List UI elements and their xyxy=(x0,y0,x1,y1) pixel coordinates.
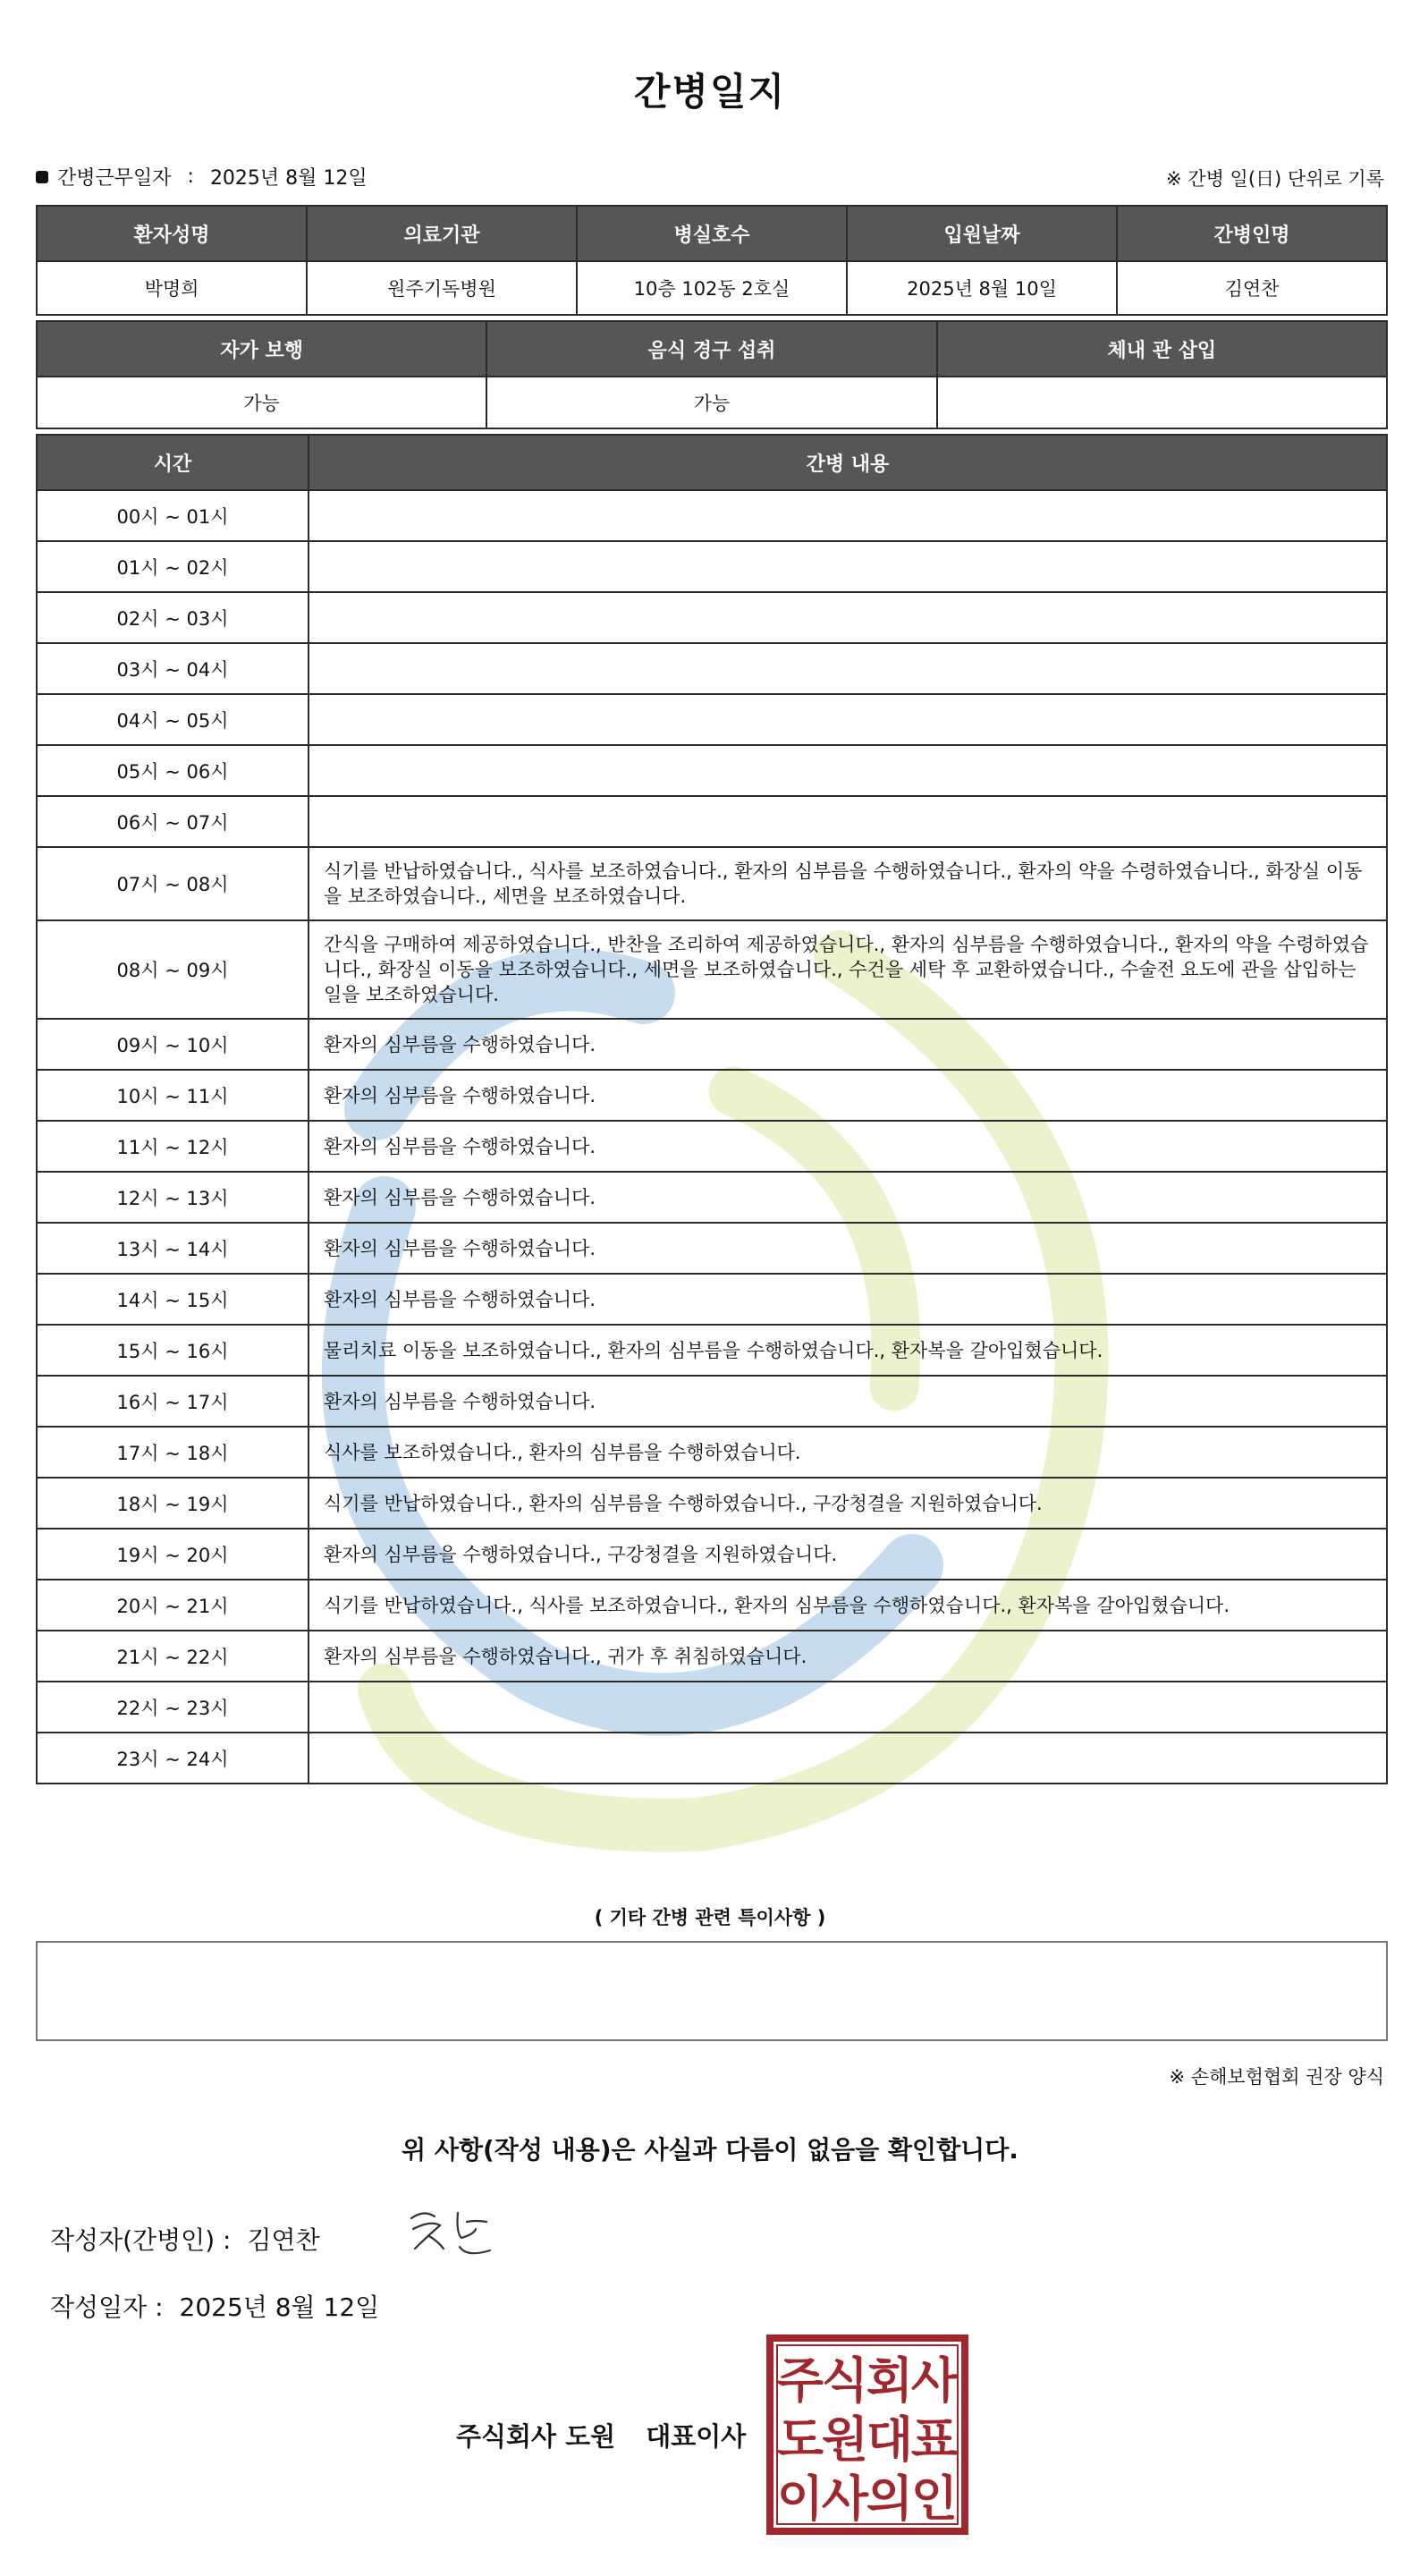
time-slot: 04시 ~ 05시 xyxy=(37,694,309,745)
company-name: 주식회사 도원 xyxy=(456,2421,616,2452)
write-date-value: 2025년 8월 12일 xyxy=(179,2292,380,2322)
seal-character: 원 xyxy=(821,2411,869,2468)
care-log-row xyxy=(37,1478,1387,1529)
care-log-row xyxy=(37,1427,1387,1478)
time-slot: 11시 ~ 12시 xyxy=(37,1121,309,1172)
time-slot: 00시 ~ 01시 xyxy=(37,490,309,541)
unit-note: ※ 간병 일(日) 단위로 기록 xyxy=(1166,168,1384,190)
care-content: 환자의 심부름을 수행하였습니다. xyxy=(309,1274,1387,1325)
care-content xyxy=(309,490,1387,541)
time-slot: 03시 ~ 04시 xyxy=(37,643,309,694)
header-patient-name: 환자성명 xyxy=(37,206,307,261)
care-log-row xyxy=(37,745,1387,796)
care-content: 환자의 심부름을 수행하였습니다. xyxy=(309,1070,1387,1121)
seal-character: 사 xyxy=(821,2470,869,2527)
time-slot: 13시 ~ 14시 xyxy=(37,1223,309,1274)
care-log-row xyxy=(37,847,1387,920)
header-caregiver-name: 간병인명 xyxy=(1117,206,1387,261)
admission-date: 2025년 8월 10일 xyxy=(847,261,1117,315)
care-log-row xyxy=(37,1172,1387,1223)
care-log-row xyxy=(37,1376,1387,1427)
time-slot: 09시 ~ 10시 xyxy=(37,1019,309,1070)
header-oral-intake: 음식 경구 섭취 xyxy=(486,321,936,377)
care-content: 환자의 심부름을 수행하였습니다., 귀가 후 취침하였습니다. xyxy=(309,1631,1387,1682)
care-log-row xyxy=(37,1682,1387,1733)
header-admission-date: 입원날짜 xyxy=(847,206,1117,261)
care-log-row xyxy=(37,1223,1387,1274)
header-time: 시간 xyxy=(37,435,309,490)
care-content: 환자의 심부름을 수행하였습니다. xyxy=(309,1223,1387,1274)
time-slot: 22시 ~ 23시 xyxy=(37,1682,309,1733)
care-content xyxy=(309,1733,1387,1784)
write-date-label: 작성일자 : xyxy=(50,2292,164,2322)
time-slot: 14시 ~ 15시 xyxy=(37,1274,309,1325)
work-date-separator: : xyxy=(187,165,194,188)
time-slot: 06시 ~ 07시 xyxy=(37,796,309,847)
tube-insertion-value xyxy=(937,377,1387,428)
seal-character: 인 xyxy=(910,2470,959,2527)
care-content xyxy=(309,1682,1387,1733)
seal-character: 표 xyxy=(910,2411,959,2468)
patient-info-table xyxy=(36,205,1388,316)
handwritten-signature xyxy=(404,2202,511,2265)
header-self-walking: 자가 보행 xyxy=(37,321,486,377)
care-content xyxy=(309,592,1387,643)
care-log-row xyxy=(37,1121,1387,1172)
care-log-rows xyxy=(37,490,1387,1784)
time-slot: 23시 ~ 24시 xyxy=(37,1733,309,1784)
care-log-row xyxy=(37,1631,1387,1682)
care-content xyxy=(309,745,1387,796)
room-number: 10층 102동 2호실 xyxy=(577,261,847,315)
time-slot: 20시 ~ 21시 xyxy=(37,1580,309,1631)
notes-title: ( 기타 간병 관련 특이사항 ) xyxy=(594,1907,826,1928)
document-title: 간병일지 xyxy=(633,70,787,114)
care-log-row xyxy=(37,1733,1387,1784)
care-content xyxy=(309,694,1387,745)
seal-character: 회 xyxy=(866,2352,914,2409)
care-log-row xyxy=(37,541,1387,592)
company-title: 대표이사 xyxy=(646,2421,747,2452)
care-log-row xyxy=(37,1019,1387,1070)
care-content xyxy=(309,643,1387,694)
work-date-line xyxy=(36,163,368,191)
care-log-row xyxy=(37,643,1387,694)
patient-name: 박명희 xyxy=(37,261,307,315)
care-content: 환자의 심부름을 수행하였습니다. xyxy=(309,1121,1387,1172)
writer-name: 김연찬 xyxy=(247,2225,320,2255)
self-walking-value: 가능 xyxy=(37,377,486,428)
care-log-row xyxy=(37,1529,1387,1580)
care-log-row xyxy=(37,796,1387,847)
header-tube-insertion: 체내 관 삽입 xyxy=(937,321,1387,377)
care-content xyxy=(309,796,1387,847)
care-log-row xyxy=(37,1070,1387,1121)
hospital-name: 원주기독병원 xyxy=(307,261,577,315)
care-content xyxy=(309,541,1387,592)
seal-character: 의 xyxy=(866,2470,914,2527)
time-slot: 18시 ~ 19시 xyxy=(37,1478,309,1529)
care-content: 환자의 심부름을 수행하였습니다. xyxy=(309,1376,1387,1427)
header-care-content: 간병 내용 xyxy=(309,435,1387,490)
care-content: 물리치료 이동을 보조하였습니다., 환자의 심부름을 수행하였습니다., 환자복을 갈아입혔습니다. xyxy=(309,1325,1387,1376)
writer-line xyxy=(50,2221,320,2257)
seal-character: 식 xyxy=(821,2352,869,2409)
care-content: 간식을 구매하여 제공하였습니다., 반찬을 조리하여 제공하였습니다., 환자의 심부름을 수행하였습니다., 환자의 약을 수령하였습니다., 화장실 이동을 보조하였습니다., 세면을 보조하였습니다., 수건을 세탁 후 교환하였습니다., 수술전 요도에 관을 삽입하는 일을 보조하였습니다. xyxy=(309,920,1387,1019)
confirmation-statement: 위 사항(작성 내용)은 사실과 다름이 없음을 확인합니다. xyxy=(401,2135,1019,2165)
care-content: 환자의 심부름을 수행하였습니다., 구강청결을 지원하였습니다. xyxy=(309,1529,1387,1580)
seal-character: 이 xyxy=(776,2470,824,2527)
care-log-table xyxy=(36,434,1388,1784)
time-slot: 08시 ~ 09시 xyxy=(37,920,309,1019)
time-slot: 15시 ~ 16시 xyxy=(37,1325,309,1376)
company-seal-stamp xyxy=(765,2333,970,2537)
header-hospital: 의료기관 xyxy=(307,206,577,261)
seal-character: 대 xyxy=(866,2411,914,2468)
seal-character: 사 xyxy=(910,2352,959,2409)
oral-intake-value: 가능 xyxy=(486,377,936,428)
care-log-row xyxy=(37,1274,1387,1325)
patient-status-table xyxy=(36,320,1388,429)
notes-box xyxy=(36,1941,1388,2041)
caregiver-name: 김연찬 xyxy=(1117,261,1387,315)
care-log-row xyxy=(37,920,1387,1019)
header-room: 병실호수 xyxy=(577,206,847,261)
time-slot: 12시 ~ 13시 xyxy=(37,1172,309,1223)
time-slot: 19시 ~ 20시 xyxy=(37,1529,309,1580)
time-slot: 01시 ~ 02시 xyxy=(37,541,309,592)
care-log-row xyxy=(37,1325,1387,1376)
care-content: 식기를 반납하였습니다., 환자의 심부름을 수행하였습니다., 구강청결을 지원하였습니다. xyxy=(309,1478,1387,1529)
time-slot: 05시 ~ 06시 xyxy=(37,745,309,796)
time-slot: 21시 ~ 22시 xyxy=(37,1631,309,1682)
care-log-row xyxy=(37,694,1387,745)
seal-character: 주 xyxy=(776,2352,824,2409)
care-log-row xyxy=(37,592,1387,643)
write-date-line xyxy=(50,2288,379,2324)
time-slot: 17시 ~ 18시 xyxy=(37,1427,309,1478)
time-slot: 02시 ~ 03시 xyxy=(37,592,309,643)
square-bullet-icon xyxy=(36,171,48,183)
time-slot: 10시 ~ 11시 xyxy=(37,1070,309,1121)
care-content: 환자의 심부름을 수행하였습니다. xyxy=(309,1172,1387,1223)
work-date-label: 간병근무일자 xyxy=(57,167,172,190)
care-log-row xyxy=(37,1580,1387,1631)
company-signoff xyxy=(456,2417,746,2453)
time-slot: 16시 ~ 17시 xyxy=(37,1376,309,1427)
care-content: 식기를 반납하였습니다., 식사를 보조하였습니다., 환자의 심부름을 수행하였습니다., 환자의 약을 수령하였습니다., 화장실 이동을 보조하였습니다., 세면을 보조하였습니다. xyxy=(309,847,1387,920)
care-content: 식사를 보조하였습니다., 환자의 심부름을 수행하였습니다. xyxy=(309,1427,1387,1478)
recommend-note: ※ 손해보험협회 권장 양식 xyxy=(1169,2066,1384,2088)
care-log-row xyxy=(37,490,1387,541)
seal-character: 도 xyxy=(776,2411,824,2468)
work-date-value: 2025년 8월 12일 xyxy=(209,167,368,190)
writer-label: 작성자(간병인) : xyxy=(50,2225,232,2255)
care-content: 식기를 반납하였습니다., 식사를 보조하였습니다., 환자의 심부름을 수행하였습니다., 환자복을 갈아입혔습니다. xyxy=(309,1580,1387,1631)
care-content: 환자의 심부름을 수행하였습니다. xyxy=(309,1019,1387,1070)
time-slot: 07시 ~ 08시 xyxy=(37,847,309,920)
